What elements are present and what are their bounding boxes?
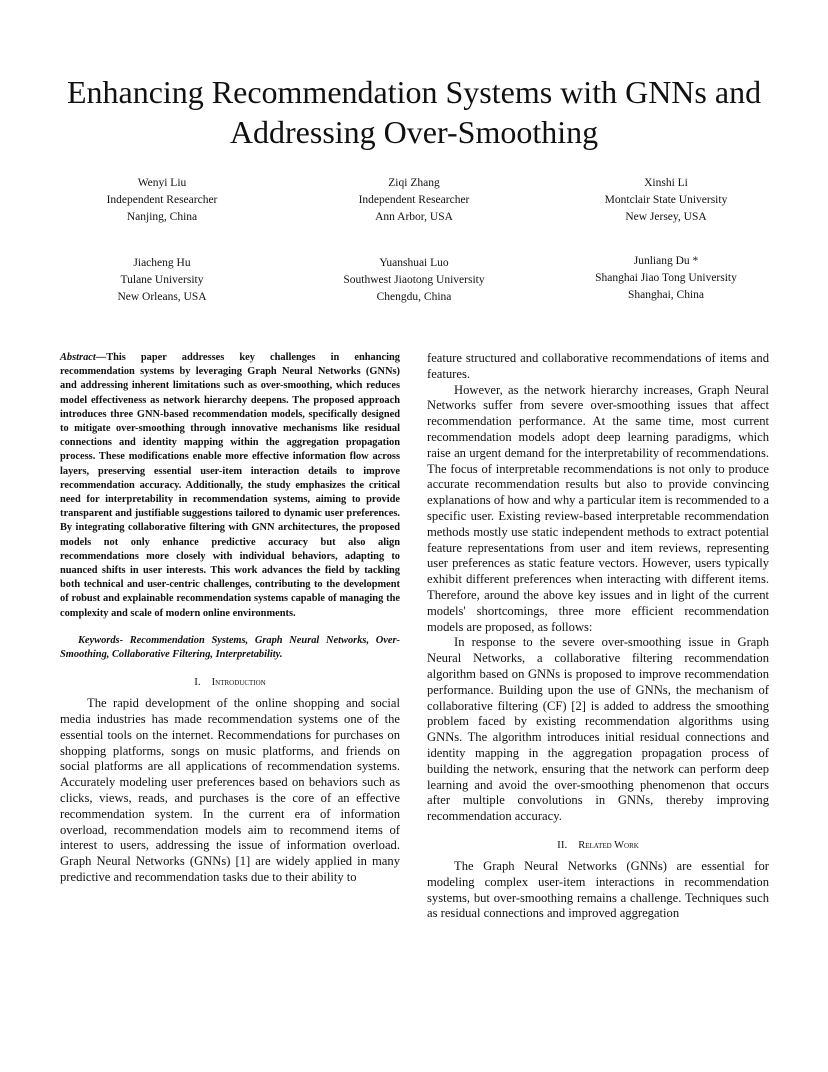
section-title: Related Work <box>578 839 639 851</box>
author-block <box>299 175 529 226</box>
author-block <box>47 255 277 306</box>
section-heading-introduction <box>60 675 400 690</box>
keywords: Keywords- Recommendation Systems, Graph Neural Networks, Over-Smoothing, Collaborative Filtering, Interpretability. <box>60 634 400 661</box>
author-affiliation: Southwest Jiaotong University <box>343 274 485 286</box>
body-paragraph: However, as the network hierarchy increases, Graph Neural Networks suffer from severe over-smoothing issues that affect recommendation performance. At the same time, most current recommendation models adopt deep learning paradigms, which raise an urgent demand for the interpretability of recommendations. The focus of interpretable recommendations is not only to produce accurate recommendation results but also to provide convincing explanations of how and why a particular item is recommended to a specific user. Existing review-based interpretable recommendation methods mostly use static independent methods to extract potential feature representations from user and item reviews, representing user preferences as static feature vectors. However, users typically exhibit different preferences when interacting with different items. Therefore, around the above key issues and in light of the current models' shortcomings, three more efficient recommendation models are proposed, as follows: <box>427 382 769 634</box>
author-location: New Jersey, USA <box>625 211 707 223</box>
author-name: Yuanshuai Luo <box>379 257 449 269</box>
author-block <box>299 255 529 306</box>
body-paragraph: The rapid development of the online shopping and social media industries has made recommendation systems one of the essential tools on the internet. Recommendations for purchases on shopping platforms, songs on music platforms, and friends on social platforms are all applications of recommendation systems. Accurately modeling user preferences based on behaviors such as clicks, views, reads, and purchases is the core of an effective recommendation system. In the current era of information overload, recommendation models aim to recommend items of interest to users, addressing the issue of information overload. Graph Neural Networks (GNNs) [1] are widely applied in many predictive and recommendation tasks due to their ability to <box>60 696 400 885</box>
abstract-text: —This paper addresses key challenges in enhancing recommendation systems by leveraging Graph Neural Networks (GNNs) and addressing inherent limitations such as over-smoothing, which reduces model effectiveness as network hierarchy deepens. The proposed approach introduces three GNN-based recommendation models, specifically designed to mitigate over-smoothing through innovative mechanisms like residual connections and identity mapping within the aggregation propagation process. These modifications enable more effective information flow across layers, preserving essential user-item interaction details to improve recommendation accuracy. Additionally, the study emphasizes the critical need for interpretability in recommendation systems, aiming to provide transparent and justifiable suggestions tailored to dynamic user preferences. By integrating collaborative filtering with GNN architectures, the proposed models not only enhance predictive accuracy but also align recommendations more closely with individual behaviors, adapting to nuanced shifts in user interests. This work advances the field by tackling both technical and user-centric challenges, contributing to the development of robust and explainable recommendation systems capable of managing the complexity and scale of modern online environments. <box>60 352 400 619</box>
abstract-label: Abstract <box>60 352 96 363</box>
left-column <box>60 351 400 886</box>
author-name: Jiacheng Hu <box>133 257 191 269</box>
abstract <box>60 351 400 621</box>
author-name: Xinshi Li <box>644 177 688 189</box>
author-location: Ann Arbor, USA <box>375 211 453 223</box>
section-number: II. <box>557 838 568 851</box>
section-heading-related-work <box>427 838 769 853</box>
author-block <box>47 175 277 226</box>
author-location: Nanjing, China <box>126 211 198 223</box>
body-paragraph: In response to the severe over-smoothing issue in Graph Neural Networks, a collaborative filtering recommendation algorithm based on GNNs is proposed to improve recommendation performance. Building upon the use of GNNs, the mechanism of collaborative filtering (CF) [2] is added to address the smoothing problem faced by existing recommendation algorithms using GNNs. The algorithm introduces initial residual connections and identity mapping in the aggregation propagation process of building the network, ensuring that the network can perform deep learning and avoid the over-smoothing phenomenon that occurs after multiple convolutions in GNNs, thereby improving recommendation accuracy. <box>427 635 769 824</box>
right-column <box>427 351 769 922</box>
body-paragraph: feature structured and collaborative recommendations of items and features. <box>427 351 769 381</box>
author-affiliation: Tulane University <box>120 274 204 286</box>
author-location: New Orleans, USA <box>117 291 207 303</box>
author-name: Ziqi Zhang <box>388 177 440 189</box>
author-block <box>551 253 781 304</box>
author-location: Shanghai, China <box>627 289 705 301</box>
author-block <box>551 175 781 226</box>
author-affiliation: Montclair State University <box>604 194 728 206</box>
author-affiliation: Independent Researcher <box>358 194 470 206</box>
author-location: Chengdu, China <box>376 291 452 303</box>
paper-title: Enhancing Recommendation Systems with GNNs and Addressing Over-Smoothing <box>66 74 762 150</box>
section-number: I. <box>194 676 201 689</box>
body-paragraph: The Graph Neural Networks (GNNs) are essential for modeling complex user-item interactions in recommendation systems, but over-smoothing remains a challenge. Techniques such as residual connections and improved aggregation <box>427 858 769 921</box>
author-name: Junliang Du * <box>633 255 699 267</box>
section-title: Introduction <box>211 677 266 689</box>
author-affiliation: Shanghai Jiao Tong University <box>595 272 737 284</box>
author-affiliation: Independent Researcher <box>106 194 218 206</box>
author-name: Wenyi Liu <box>137 177 187 189</box>
